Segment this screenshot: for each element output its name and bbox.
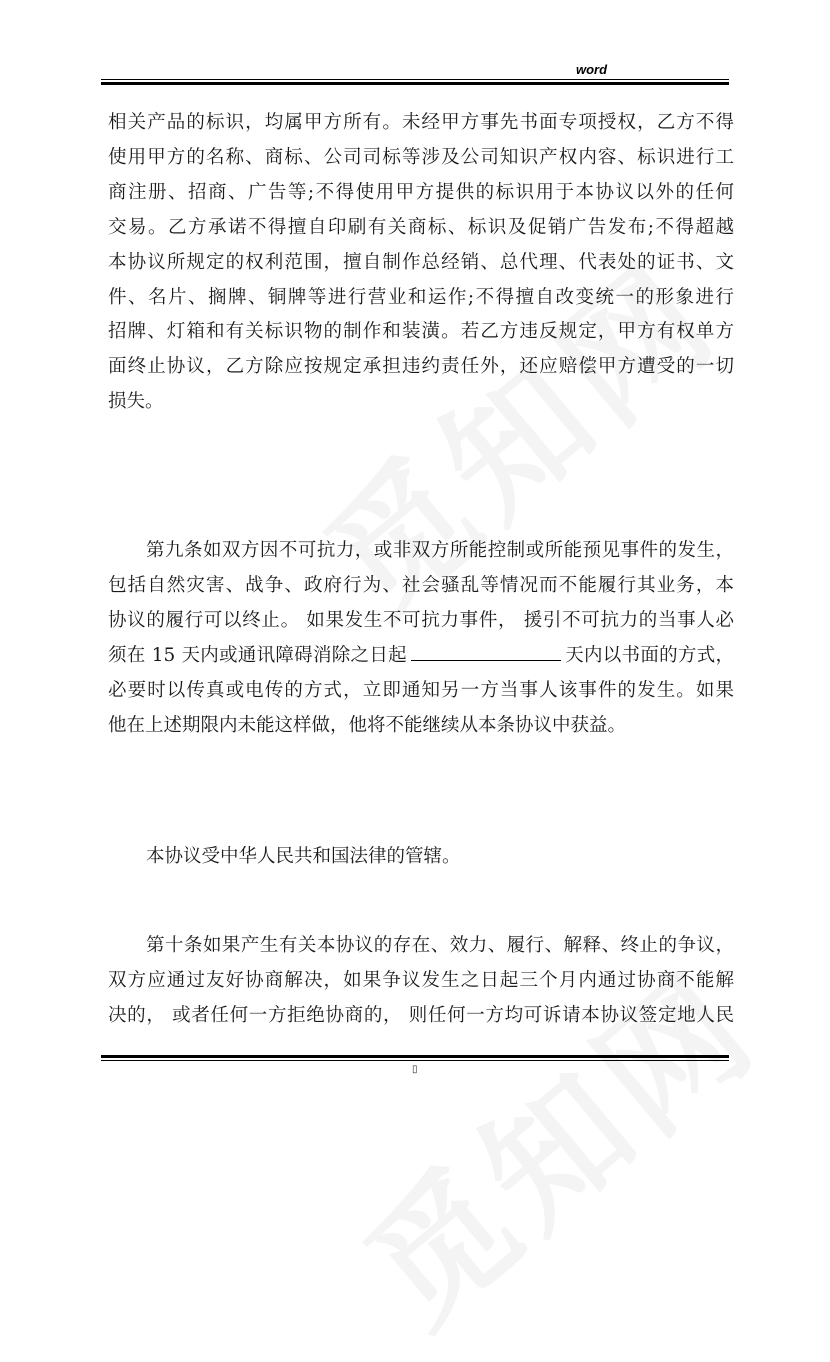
text-line: 件、名片、搁牌、铜牌等进行营业和运作;不得擅自改变统一的形象进行 bbox=[108, 286, 734, 308]
footer-rule-thin bbox=[101, 1060, 729, 1061]
footer-rule-thick bbox=[101, 1055, 729, 1058]
text-before-blank: 须在 15 天内或通讯障碍消除之日起 bbox=[108, 644, 407, 666]
text-line: 双方应通过友好协商解决，如果争议发生之日起三个月内通过协商不能解 bbox=[108, 969, 734, 991]
text-line: 协议的履行可以终止。 如果发生不可抗力事件， 援引不可抗力的当事人必 bbox=[108, 609, 734, 631]
fill-in-blank bbox=[411, 642, 561, 661]
text-line: 商注册、招商、广告等;不得使用甲方提供的标识用于本协议以外的任何 bbox=[108, 181, 734, 203]
header-rule-thin bbox=[101, 79, 729, 80]
text-line-with-blank bbox=[108, 639, 734, 674]
text-line: 他在上述期限内未能这样做，他将不能继续从本条协议中获益。 bbox=[108, 714, 627, 736]
text-line: 本协议所规定的权利范围，擅自制作总经销、总代理、代表处的证书、文 bbox=[108, 251, 734, 273]
text-line: 使用甲方的名称、商标、公司司标等涉及公司知识产权内容、标识进行工 bbox=[108, 146, 734, 168]
text-line: 本协议受中华人民共和国法律的管辖。 bbox=[146, 846, 461, 867]
header-rule-thick bbox=[101, 82, 729, 85]
text-line: 招牌、灯箱和有关标识物的制作和装潢。若乙方违反规定，甲方有权单方 bbox=[108, 321, 734, 343]
paragraph-article-10 bbox=[108, 929, 734, 1034]
text-line: 第九条如双方因不可抗力，或非双方所能控制或所能预见事件的发生， bbox=[146, 540, 734, 561]
paragraph-article-9 bbox=[108, 534, 734, 743]
text-line: 损失。 bbox=[108, 391, 164, 413]
paragraph-trademark bbox=[108, 106, 734, 420]
text-line: 必要时以传真或电传的方式，立即通知另一方当事人该事件的发生。如果 bbox=[108, 679, 734, 701]
header-tag: word bbox=[576, 62, 608, 77]
page-number: ▯ bbox=[412, 1064, 418, 1075]
text-line: 决的， 或者任何一方拒绝协商的， 则任何一方均可诉请本协议签定地人民 bbox=[108, 1004, 734, 1026]
text-line: 包括自然灾害、战争、政府行为、社会骚乱等情况而不能履行其业务，本 bbox=[108, 574, 734, 596]
text-line: 面终止协议，乙方除应按规定承担违约责任外，还应赔偿甲方遭受的一切 bbox=[108, 356, 734, 378]
text-line: 交易。乙方承诺不得擅自印刷有关商标、标识及促销广告发布;不得超越 bbox=[108, 216, 734, 238]
text-line: 第十条如果产生有关本协议的存在、效力、履行、解释、终止的争议， bbox=[146, 935, 734, 956]
text-after-blank: 天内以书面的方式， bbox=[564, 644, 734, 666]
text-line: 相关产品的标识，均属甲方所有。未经甲方事先书面专项授权，乙方不得 bbox=[108, 112, 734, 133]
paragraph-governing-law bbox=[108, 840, 734, 875]
